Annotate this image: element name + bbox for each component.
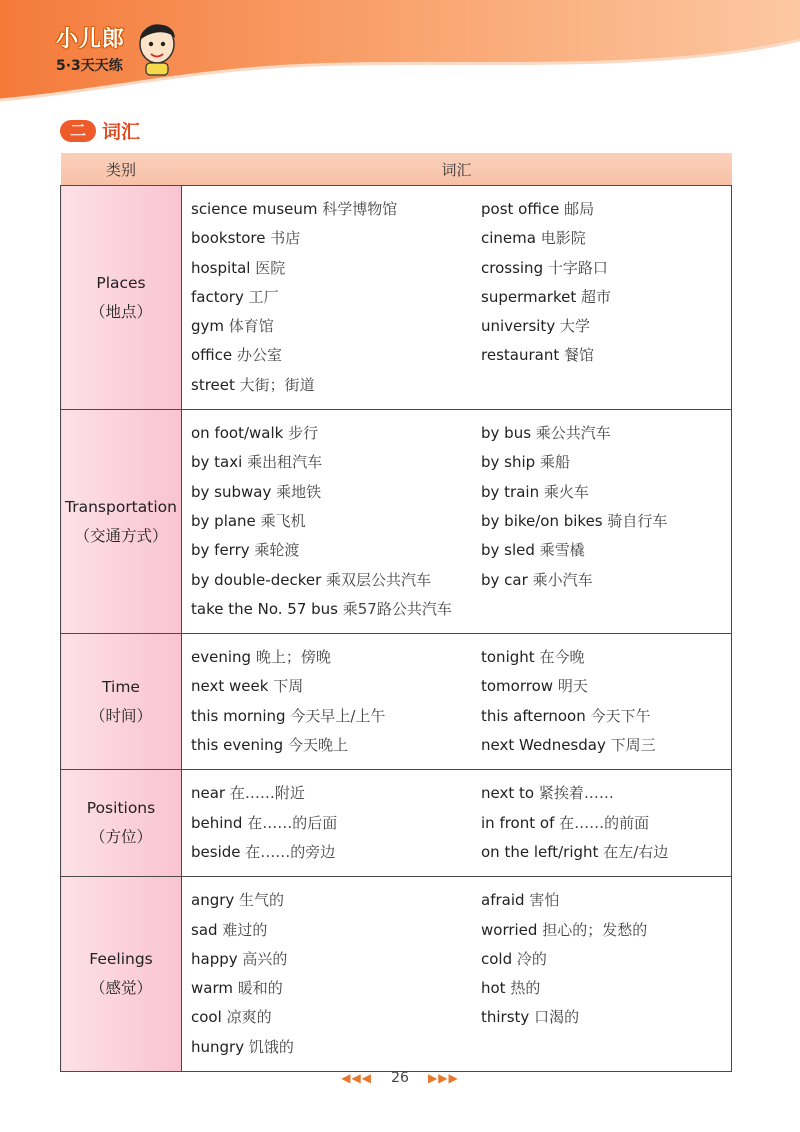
vocab-chinese: 在今晚 — [539, 648, 585, 667]
vocab-english: hot — [481, 979, 506, 998]
category-english: Positions — [86, 799, 156, 818]
vocab-item — [481, 886, 731, 915]
vocab-chinese: 在……附近 — [229, 784, 305, 803]
vocab-english: next Wednesday — [481, 736, 606, 755]
vocab-english: by double-decker — [191, 570, 322, 589]
brand-name: 小儿郎 — [56, 27, 126, 52]
vocab-english: thirsty — [481, 1008, 530, 1027]
vocab-item — [191, 731, 481, 760]
vocab-chinese: 今天早上/上午 — [290, 706, 386, 725]
vocab-item — [191, 283, 481, 312]
vocab-chinese: 害怕 — [529, 891, 560, 910]
words-cell — [182, 634, 732, 770]
vocab-english: this morning — [191, 706, 286, 725]
vocab-item — [481, 672, 731, 701]
vocab-item — [191, 478, 481, 507]
vocab-item — [191, 1003, 481, 1032]
table-row — [61, 634, 732, 770]
vocab-english: take the No. 57 bus — [191, 599, 338, 618]
vocab-english: office — [191, 346, 233, 365]
vocab-english: cinema — [481, 229, 536, 248]
category-cell — [61, 186, 182, 410]
vocab-english: next to — [481, 784, 535, 803]
vocab-english: this evening — [191, 736, 284, 755]
vocab-english: cold — [481, 949, 513, 968]
vocab-chinese: 办公室 — [236, 346, 282, 365]
vocab-english: behind — [191, 813, 243, 832]
vocab-english: by ferry — [191, 541, 250, 560]
vocabulary-table — [60, 153, 732, 1072]
brand-logo — [56, 22, 125, 75]
vocab-chinese: 凉爽的 — [226, 1008, 272, 1027]
table-header-row — [61, 153, 732, 186]
vocab-chinese: 邮局 — [564, 200, 595, 218]
vocab-item — [191, 643, 481, 672]
vocab-english: next week — [191, 677, 269, 696]
vocab-english: by bus — [481, 424, 532, 443]
words-cell — [182, 877, 732, 1072]
header-vocabulary: 词汇 — [182, 153, 732, 186]
vocab-chinese: 担心的；发愁的 — [542, 920, 648, 939]
vocab-chinese: 乘轮渡 — [254, 541, 300, 560]
vocab-english: post office — [481, 200, 560, 218]
vocab-item — [191, 341, 481, 370]
vocab-english: street — [191, 375, 235, 394]
vocab-item — [481, 566, 731, 595]
vocab-chinese: 紧挨着…… — [538, 784, 614, 803]
category-cell — [61, 770, 182, 877]
vocab-item — [481, 1003, 731, 1032]
vocab-chinese: 乘57路公共汽车 — [342, 599, 452, 618]
table-row — [61, 877, 732, 1072]
vocab-item — [481, 448, 731, 477]
vocab-item — [481, 478, 731, 507]
vocab-item — [191, 536, 481, 565]
vocab-item — [481, 283, 731, 312]
vocab-chinese: 在……的旁边 — [245, 842, 336, 861]
vocab-english: hospital — [191, 258, 251, 277]
vocab-english: supermarket — [481, 287, 577, 306]
vocab-english: by plane — [191, 511, 256, 530]
words-cell — [182, 410, 732, 634]
vocab-chinese: 乘出租汽车 — [247, 453, 323, 472]
vocab-chinese: 口渴的 — [534, 1008, 580, 1027]
vocab-chinese: 冷的 — [516, 949, 547, 968]
vocab-item — [481, 341, 731, 370]
vocab-english: on foot/walk — [191, 424, 284, 443]
vocab-english: by taxi — [191, 453, 243, 472]
vocab-item — [481, 916, 731, 945]
vocab-item — [191, 809, 481, 838]
section-title: 词汇 — [102, 121, 141, 143]
vocab-english: sad — [191, 920, 218, 939]
vocab-item — [191, 507, 481, 536]
vocab-english: bookstore — [191, 229, 266, 248]
vocab-chinese: 今天晚上 — [287, 736, 348, 755]
vocab-english: tomorrow — [481, 677, 554, 696]
category-chinese: （时间） — [89, 706, 152, 725]
vocab-chinese: 大学 — [559, 317, 590, 336]
vocab-english: near — [191, 784, 226, 803]
vocab-item — [481, 643, 731, 672]
vocab-chinese: 电影院 — [540, 229, 586, 248]
vocab-english: science museum — [191, 200, 318, 218]
category-english: Transportation — [65, 497, 177, 516]
vocab-chinese: 下周三 — [610, 736, 656, 755]
vocab-item — [191, 254, 481, 283]
vocab-chinese: 工厂 — [248, 287, 279, 306]
page-number: 26 — [391, 1069, 409, 1086]
category-chinese: （感觉） — [89, 979, 152, 998]
section-number-badge: 二 — [60, 120, 96, 142]
vocab-chinese: 乘双层公共汽车 — [326, 570, 432, 589]
vocab-chinese: 高兴的 — [242, 949, 288, 968]
vocab-item — [481, 779, 731, 808]
vocab-item — [191, 779, 481, 808]
vocab-chinese: 饥饿的 — [248, 1037, 294, 1056]
vocab-item — [481, 536, 731, 565]
vocab-chinese: 在……的后面 — [247, 813, 338, 832]
vocab-item — [191, 195, 481, 224]
table-row — [61, 770, 732, 877]
vocab-english: by train — [481, 482, 540, 501]
vocab-item — [481, 195, 731, 224]
vocab-chinese: 科学博物馆 — [322, 200, 398, 218]
vocab-chinese: 超市 — [581, 287, 612, 306]
vocab-item — [191, 672, 481, 701]
vocab-item — [191, 566, 481, 595]
vocab-english: by sled — [481, 541, 535, 560]
vocab-english: by subway — [191, 482, 272, 501]
vocab-english: crossing — [481, 258, 544, 277]
vocab-item — [191, 916, 481, 945]
category-english: Time — [102, 677, 140, 696]
vocab-chinese: 书店 — [270, 229, 301, 248]
category-chinese: （地点） — [89, 302, 152, 321]
vocab-chinese: 十字路口 — [547, 258, 608, 277]
vocab-chinese: 餐馆 — [564, 346, 595, 365]
vocab-english: on the left/right — [481, 842, 599, 861]
vocab-chinese: 难过的 — [222, 920, 268, 939]
vocab-item — [191, 312, 481, 341]
category-cell — [61, 877, 182, 1072]
vocab-chinese: 体育馆 — [228, 317, 274, 336]
mascot-boy-icon — [132, 14, 182, 76]
category-chinese: （交通方式） — [74, 526, 168, 545]
vocab-item — [481, 224, 731, 253]
vocab-english: beside — [191, 842, 241, 861]
prev-arrows-icon: ◀◀◀ — [341, 1070, 372, 1085]
vocab-english: in front of — [481, 813, 555, 832]
vocab-item — [191, 595, 481, 624]
vocab-english: evening — [191, 648, 252, 667]
vocab-chinese: 乘地铁 — [276, 482, 322, 501]
vocab-english: restaurant — [481, 346, 560, 365]
vocab-item — [191, 1033, 481, 1062]
vocab-chinese: 明天 — [557, 677, 588, 696]
vocab-chinese: 乘公共汽车 — [535, 424, 611, 443]
vocab-english: warm — [191, 979, 233, 998]
vocab-chinese: 乘船 — [539, 453, 570, 472]
vocab-english: tonight — [481, 648, 535, 667]
vocab-item — [481, 254, 731, 283]
vocab-item — [191, 371, 481, 400]
vocab-english: hungry — [191, 1037, 245, 1056]
category-chinese: （方位） — [89, 828, 152, 847]
vocab-item — [191, 886, 481, 915]
page-footer — [0, 1067, 800, 1086]
vocab-item — [481, 507, 731, 536]
vocab-chinese: 下周 — [273, 677, 304, 696]
vocab-english: by ship — [481, 453, 536, 472]
vocab-english: by car — [481, 570, 528, 589]
vocab-chinese: 在……的前面 — [559, 813, 650, 832]
category-english: Places — [96, 273, 146, 292]
vocab-item — [481, 809, 731, 838]
header-category: 类别 — [61, 153, 182, 186]
brand-subtitle: 5·3天天练 — [56, 58, 123, 74]
vocab-item — [481, 419, 731, 448]
vocab-chinese: 乘小汽车 — [532, 570, 593, 589]
vocab-item — [191, 419, 481, 448]
vocab-english: angry — [191, 891, 235, 910]
vocab-item — [191, 945, 481, 974]
vocab-chinese: 大街；街道 — [239, 375, 315, 394]
vocab-english: afraid — [481, 891, 525, 910]
vocab-item — [481, 702, 731, 731]
category-cell — [61, 410, 182, 634]
vocab-item — [191, 224, 481, 253]
vocab-chinese: 今天下午 — [590, 706, 651, 725]
vocab-chinese: 在左/右边 — [603, 842, 669, 861]
vocab-chinese: 骑自行车 — [607, 511, 668, 530]
vocab-item — [481, 838, 731, 867]
vocab-chinese: 乘飞机 — [260, 511, 306, 530]
section-heading — [60, 117, 140, 144]
vocab-english: this afternoon — [481, 706, 586, 725]
vocab-item — [191, 448, 481, 477]
vocab-item — [481, 731, 731, 760]
vocab-english: cool — [191, 1008, 222, 1027]
vocab-english: factory — [191, 287, 244, 306]
vocab-item — [191, 974, 481, 1003]
vocab-item — [481, 974, 731, 1003]
vocab-item — [191, 838, 481, 867]
vocab-chinese: 乘火车 — [543, 482, 589, 501]
table-row — [61, 410, 732, 634]
vocab-chinese: 晚上；傍晚 — [255, 648, 331, 667]
category-english: Feelings — [89, 950, 153, 969]
vocab-item — [191, 702, 481, 731]
table-row — [61, 186, 732, 410]
vocab-item — [481, 945, 731, 974]
vocab-chinese: 步行 — [288, 424, 319, 443]
words-cell — [182, 770, 732, 877]
vocab-english: by bike/on bikes — [481, 511, 603, 530]
vocab-chinese: 生气的 — [239, 891, 285, 910]
vocab-chinese: 乘雪橇 — [539, 541, 585, 560]
vocab-english: worried — [481, 920, 538, 939]
vocab-english: university — [481, 317, 556, 336]
vocab-english: gym — [191, 317, 225, 336]
vocab-english: happy — [191, 949, 238, 968]
words-cell — [182, 186, 732, 410]
vocab-item — [481, 312, 731, 341]
next-arrows-icon: ▶▶▶ — [428, 1070, 459, 1085]
vocab-chinese: 医院 — [255, 258, 286, 277]
vocab-chinese: 热的 — [510, 979, 541, 998]
category-cell — [61, 634, 182, 770]
vocab-chinese: 暖和的 — [237, 979, 283, 998]
